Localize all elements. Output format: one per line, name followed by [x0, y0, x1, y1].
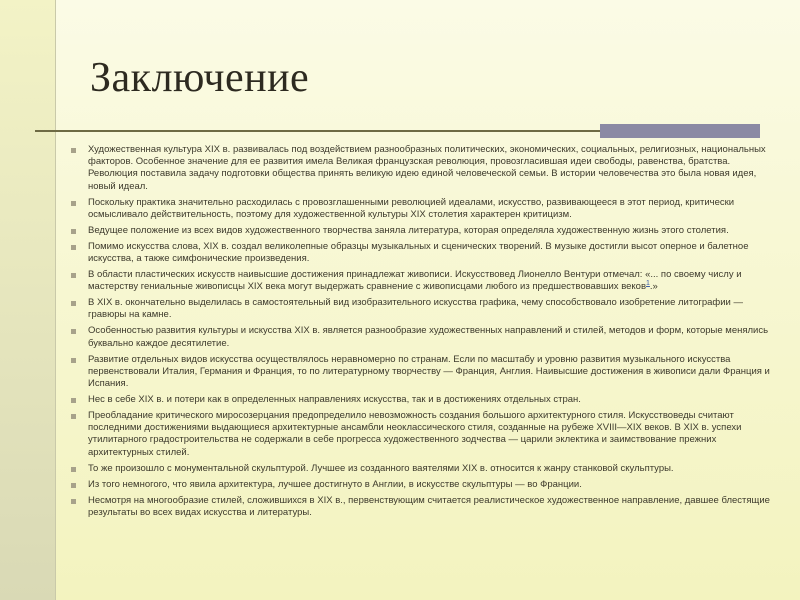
bullet-item: В области пластических искусств наивысшие достижения принадлежат живописи. Искусствовед Лионелло Вентури отмечал: «... по своему числу и мастерству гениальные живописцы XIX века могут выдержать сравнение с живописцами любого из предшествовавших веков$^1$.» [68, 269, 773, 293]
bullet-item: Поскольку практика значительно расходилась с провозглашенными революцией идеалами, искусство, развивающееся в этот период, критически осмысливало действительность, поэтому для художественной культуры XIX столетия характерен критицизм. [68, 197, 773, 221]
slide-title: Заключение [90, 55, 310, 101]
bullet-item: Несмотря на многообразие стилей, сложившихся в XIX в., первенствующим считается реалистическое художественное направление, давшее блестящие результаты во всех видах искусства и литературы. [68, 495, 773, 519]
bullet-item: Особенностью развития культуры и искусства XIX в. является разнообразие художественных направлений и стилей, методов и форм, которые менялись буквально каждое десятилетие. [68, 325, 773, 349]
left-decorative-bar [0, 0, 56, 600]
bullet-item: Из того немногого, что явила архитектура, лучшее достигнуто в Англии, в искусстве скульптуры — во Франции. [68, 479, 773, 491]
bullet-item: То же произошло с монументальной скульптурой. Лучшее из созданного ваятелями XIX в. относится к жанру станковой скульптуры. [68, 463, 773, 475]
bullet-item: Ведущее положение из всех видов художественного творчества заняла литература, которая определяла художественную жизнь этого столетия. [68, 225, 773, 237]
bullet-item: Нес в себе XIX в. и потери как в определенных направлениях искусства, так и в достижениях отдельных стран. [68, 394, 773, 406]
title-underline-accent [600, 124, 760, 138]
title-underline [35, 130, 600, 132]
bullet-list [68, 144, 773, 523]
footnote-link[interactable]: 1 [646, 280, 650, 288]
bullet-item: В XIX в. окончательно выделилась в самостоятельный вид изобразительного искусства графика, чему способствовало изобретение литографии — гравюры на камне. [68, 297, 773, 321]
bullet-item: Преобладание критического миросозерцания предопределило невозможность создания большого архитектурного стиля. Искусствоведы считают последними достижениями выдающиеся архитектурные ансамбли неоклассического стиля, созданные на рубеже XVIII—XIX веков. В XIX в. успехи утилитарного градостроительства не содержали в себе прогресса художественного зодчества — царили эклектика и заимствование прежних архитектурных стилей. [68, 410, 773, 459]
bullet-item: Развитие отдельных видов искусства осуществлялось неравномерно по странам. Если по масштабу и уровню развития музыкального искусства первенствовали Италия, Германия и Франция, то по литературному творчеству — Франция, Англия. Наивысшие достижения в живописи дали Франция и Испания. [68, 354, 773, 391]
bullet-item: Художественная культура XIX в. развивалась под воздействием разнообразных политических, экономических, социальных, религиозных, национальных факторов. Особенное значение для ее развития имела Великая французская революция, провозгласившая идеи свободы, равенства, братства. Революция поставила задачу подготовки общества принять великую идею единой человеческой семьи. В истории человечества это была новая идея, новый идеал. [68, 144, 773, 193]
bullet-item: Помимо искусства слова, XIX в. создал великолепные образцы музыкальных и сценических творений. В музыке достигли высот оперное и балетное искусства, а также симфонические произведения. [68, 241, 773, 265]
